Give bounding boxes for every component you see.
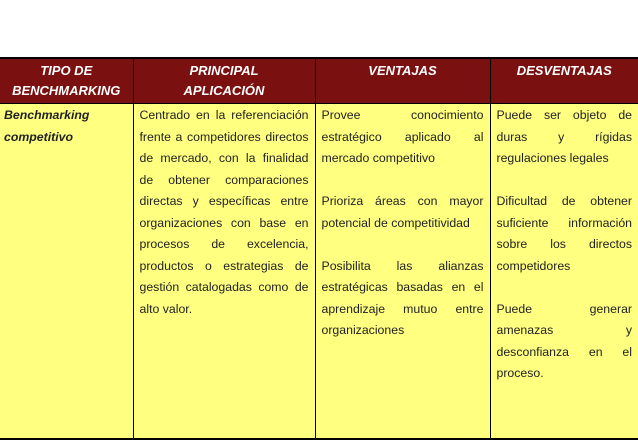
table-header <box>0 59 638 104</box>
tipo-line1: Benchmarking <box>4 108 90 122</box>
desventaja-item: Puede ser objeto de duras y rígidas regulaciones legales <box>496 108 632 165</box>
cell-desventajas <box>490 104 638 439</box>
header-ventajas <box>315 59 490 104</box>
cell-tipo <box>0 104 133 439</box>
ventaja-item: Provee conocimiento estratégico aplicado al mercado competitivo <box>321 108 484 165</box>
ventaja-item: Posibilita las alianzas estratégicas basadas en el aprendizaje mutuo entre organizaciones <box>321 258 484 337</box>
header-tipo <box>0 59 133 104</box>
table-row <box>0 104 638 439</box>
header-principal-line2: APLICACIÓN <box>183 83 265 98</box>
principal-text: Centrado en la referenciación frente a competidores directos de mercado, con la finalidad de obtener comparaciones directas y específicas entre organizaciones con base en procesos de excelencia, productos o estrategias de gestión catalogadas como de alto valor. <box>139 108 309 316</box>
header-row <box>0 59 638 104</box>
header-tipo-line2: BENCHMARKING <box>12 83 121 98</box>
benchmarking-table <box>0 59 638 438</box>
ventaja-item: Prioriza áreas con mayor potencial de competitividad <box>321 194 484 230</box>
cell-ventajas <box>315 104 490 439</box>
header-desventajas-label: DESVENTAJAS <box>516 63 612 78</box>
desventaja-item: Puede generar amenazas y desconfianza en el proceso. <box>496 301 632 380</box>
tipo-line2: competitivo <box>4 129 74 144</box>
comparison-table-wrapper <box>0 57 638 440</box>
desventaja-item: Dificultad de obtener suficiente información sobre los directos competidores <box>496 194 632 273</box>
header-principal-line1: PRINCIPAL <box>189 63 259 78</box>
header-principal <box>133 59 315 104</box>
table-body <box>0 104 638 439</box>
header-ventajas-label: VENTAJAS <box>368 63 437 78</box>
header-desventajas <box>490 59 638 104</box>
cell-principal <box>133 104 315 439</box>
header-tipo-line1: TIPO DE <box>40 63 93 78</box>
